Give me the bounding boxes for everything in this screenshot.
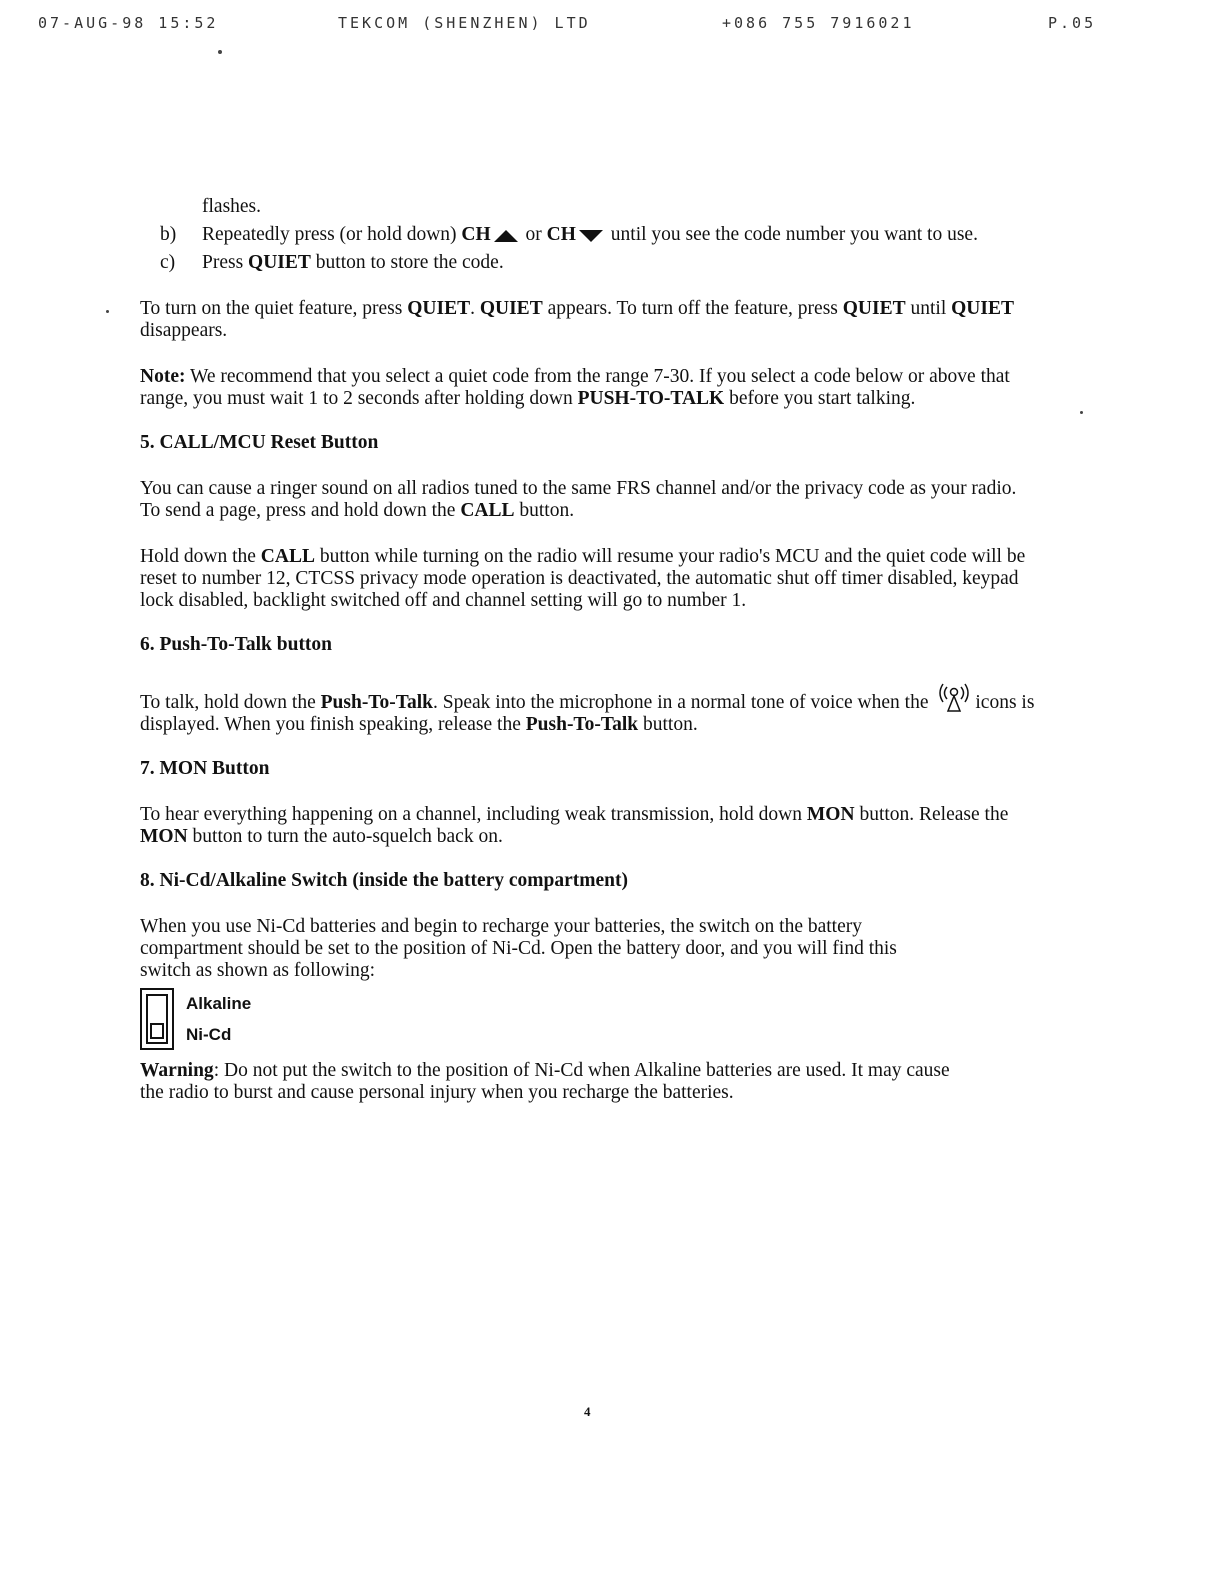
fax-page: P.05 — [1048, 14, 1097, 32]
page-number: 4 — [584, 1404, 591, 1419]
triangle-up-icon — [494, 230, 518, 242]
switch-label-alkaline: Alkaline — [186, 994, 252, 1013]
section-5-heading: 5. CALL/MCU Reset Button — [140, 432, 379, 453]
document-body — [140, 196, 1040, 1104]
fax-sender: TEKCOM (SHENZHEN) LTD — [338, 14, 591, 32]
section-7-paragraph: To hear everything happening on a channel, including weak transmission, hold down MON button. Release the MON button to turn the auto-squelch back on. — [140, 804, 1009, 847]
fax-header — [38, 14, 1204, 38]
fax-phone: +086 755 7916021 — [722, 14, 915, 32]
warning-paragraph: Warning: Do not put the switch to the position of Ni-Cd when Alkaline batteries are used. It may cause the radio to burst and cause personal injury when you recharge the batteries. — [140, 1060, 950, 1103]
section-5-paragraph-2: Hold down the CALL button while turning on the radio will resume your radio's MCU and the quiet code will be reset to number 12, CTCSS privacy mode operation is deactivated, the automatic shut off timer disabled, keypad lock disabled, backlight switched off and channel setting will go to number 1. — [140, 546, 1026, 611]
quiet-paragraph: To turn on the quiet feature, press QUIET. QUIET appears. To turn off the feature, press QUIET until QUIET disappears. — [140, 298, 1014, 341]
triangle-down-icon — [579, 230, 603, 242]
note-paragraph: Note: We recommend that you select a quiet code from the range 7-30. If you select a code below or above that range, you must wait 1 to 2 seconds after holding down PUSH-TO-TALK before you start talking. — [140, 366, 1010, 409]
fax-timestamp: 07-AUG-98 15:52 — [38, 14, 219, 32]
section-7-heading: 7. MON Button — [140, 758, 270, 779]
switch-label-nicd: Ni-Cd — [186, 1025, 232, 1044]
section-8-paragraph: When you use Ni-Cd batteries and begin to recharge your batteries, the switch on the battery compartment should be set to the position of Ni-Cd. Open the battery door, and you will find this switch as shown as following: — [140, 916, 897, 981]
step-c: c) Press QUIET button to store the code. — [160, 252, 504, 273]
section-5-paragraph-1: You can cause a ringer sound on all radios tuned to the same FRS channel and/or the privacy code as your radio. To send a page, press and hold down the CALL button. — [140, 478, 1017, 521]
transmit-signal-icon — [933, 680, 975, 714]
section-6-paragraph: To talk, hold down the Push-To-Talk. Speak into the microphone in a normal tone of voice when the icons is displayed. When you finish speaking, release the Push-To-Talk button. — [140, 680, 1040, 736]
battery-switch-diagram — [140, 988, 1040, 1050]
section-6-heading: 6. Push-To-Talk button — [140, 634, 333, 655]
speck — [1080, 411, 1083, 414]
section-8-heading: 8. Ni-Cd/Alkaline Switch (inside the battery compartment) — [140, 870, 629, 891]
speck — [106, 310, 109, 313]
battery-switch-icon — [140, 988, 174, 1050]
step-b: b) Repeatedly press (or hold down) CH or CH until you see the code number you want to use. — [160, 224, 978, 245]
step-continuation: flashes. — [202, 196, 262, 217]
speck — [218, 50, 222, 54]
